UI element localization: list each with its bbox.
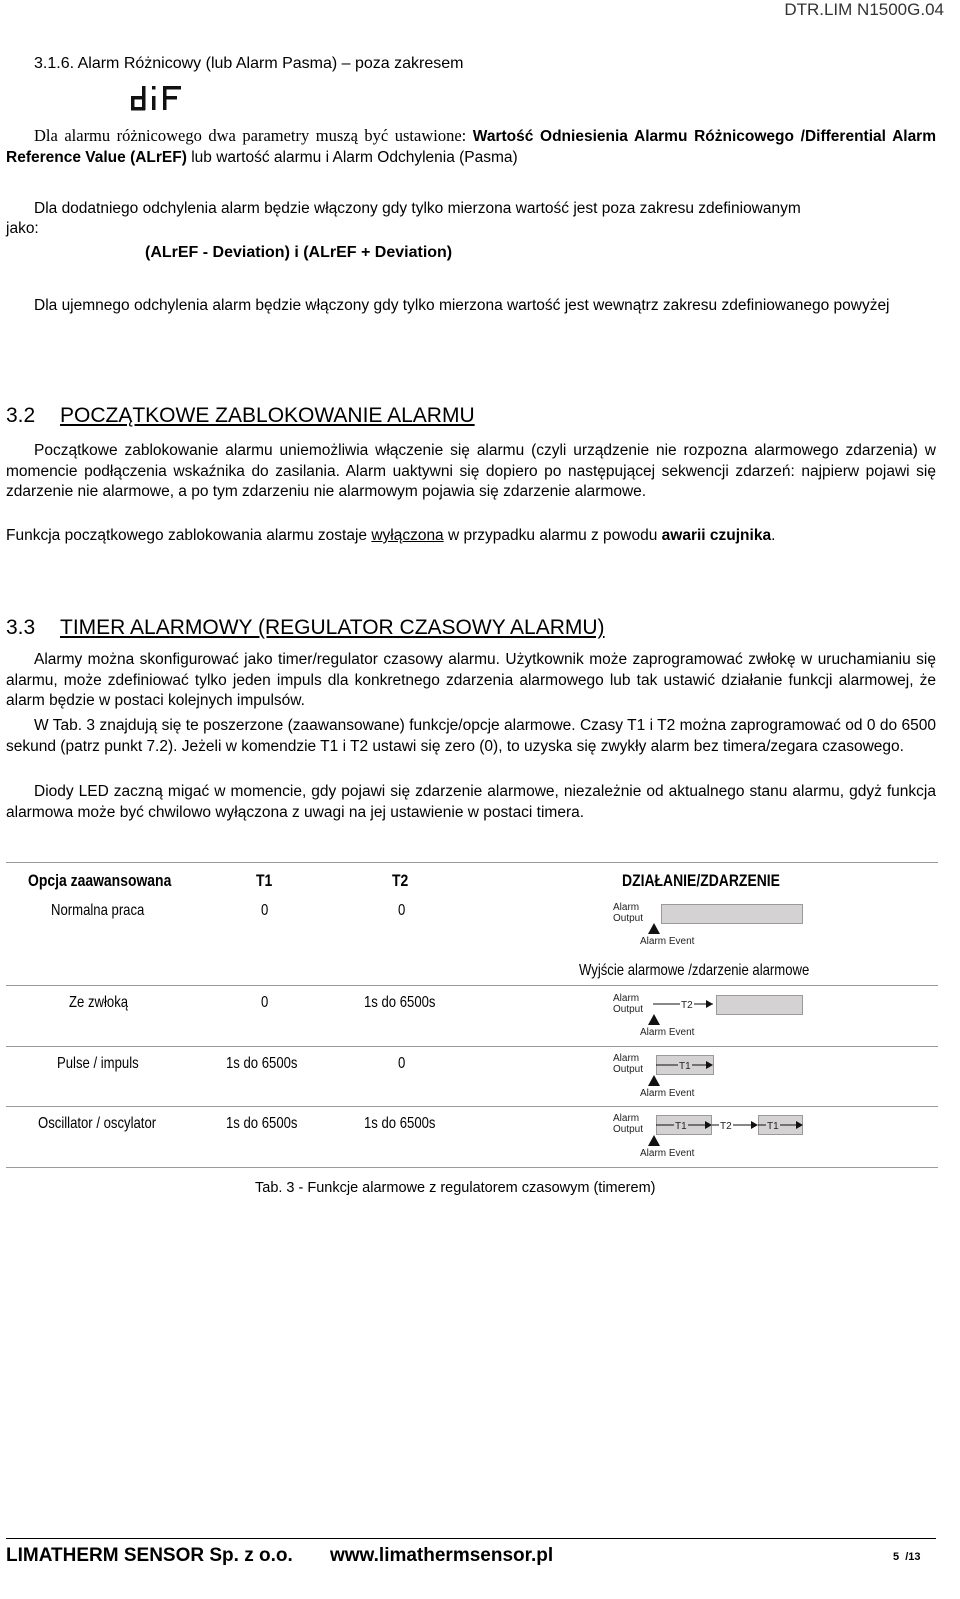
section-33-paragraph-2: W Tab. 3 znajdują się te poszerzone (zaawansowane) funkcje/opcje alarmowe. Czasy T1 i T2 można zaprogramować od 0 do 6500 sekund (patrz punkt 7.2). Jeżeli w komendzie T1 i T2 ustawi się zero (0), to uzyska się zwykły alarm bez timera/zegara czasowego. — [6, 717, 936, 755]
alarm-event-arrow-icon — [648, 1135, 660, 1147]
dif-display-icon — [130, 86, 186, 112]
section-32-paragraph-1: Początkowe zablokowanie alarmu uniemożliwia włączenie się alarmu (czyli urządzenie nie rozpozna alarmowego zdarzenia) w momencie podłączenia wskaźnika do zasilania. Alarm uaktywni się dopiero po następującej sekwencji zdarzeń: najpierw pojawi się zdarzenie nie alarmowe, a po tym zdarzeniu nie alarmowym pojawia się zdarzenie alarmowe. — [6, 442, 936, 500]
section-316-paragraph-3: Dla ujemnego odchylenia alarm będzie włączony gdy tylko mierzona wartość jest wewnątrz zakresu zdefiniowanego powyżej — [34, 297, 890, 314]
alarm-output-bar — [661, 904, 803, 924]
section-33-paragraph-3: Diody LED zaczną migać w momencie, gdy pojawi się zdarzenie alarmowe, niezależnie od aktualnego stanu alarmu, gdyż funkcja alarmowa może być chwilowo wyłączona z uwagi na jej ustawienie w postaci timera. — [6, 783, 936, 821]
alarm-event-label: Alarm Event — [640, 1148, 695, 1159]
row-3-t2: 0 — [398, 1055, 406, 1072]
row-1-t1: 0 — [261, 902, 269, 919]
section-316-heading: 3.1.6. Alarm Różnicowy (lub Alarm Pasma) – poza zakresem — [34, 55, 464, 72]
deviation-formula: (ALrEF - Deviation) i (ALrEF + Deviation) — [145, 244, 453, 261]
t1-label: T1 — [767, 1121, 779, 1132]
section-32-paragraph-2 — [6, 526, 936, 546]
underlined-text: wyłączona — [371, 527, 444, 544]
alarm-output-label: Alarm Output — [613, 902, 644, 924]
alarm-event-arrow-icon — [648, 923, 660, 935]
output-event-legend: Wyjście alarmowe /zdarzenie alarmowe — [579, 962, 810, 979]
row-3-option: Pulse / impuls — [57, 1055, 139, 1072]
section-316-paragraph-2-line2: jako: — [6, 220, 39, 237]
alarm-event-arrow-icon — [648, 1075, 660, 1087]
alarm-output-label: Alarm Output — [613, 1113, 644, 1135]
alarm-output-label: Alarm Output — [613, 993, 644, 1015]
header-option: Opcja zaawansowana — [28, 871, 172, 890]
text-span: w przypadku alarmu z powodu — [443, 527, 662, 544]
page-current: 5 — [893, 1551, 900, 1563]
t2-label: T2 — [681, 1000, 693, 1011]
text-span: Funkcja początkowego zablokowania alarmu zostaje — [6, 527, 372, 544]
footer-rule — [6, 1538, 936, 1539]
row-4-t2: 1s do 6500s — [364, 1115, 436, 1132]
table-caption: Tab. 3 - Funkcje alarmowe z regulatorem czasowym (timerem) — [255, 1180, 656, 1196]
row-1-option: Normalna praca — [51, 902, 145, 919]
section-33-heading — [6, 616, 605, 640]
alarm-event-arrow-icon — [648, 1014, 660, 1026]
header-action: DZIAŁANIE/ZDARZENIE — [622, 871, 780, 890]
section-316-paragraph-2-line1: Dla dodatniego odchylenia alarm będzie włączony gdy tylko mierzona wartość jest poza zakresu zdefiniowanym — [34, 200, 801, 217]
section-title: POCZĄTKOWE ZABLOKOWANIE ALARMU — [60, 404, 475, 427]
alarm-event-label: Alarm Event — [640, 936, 695, 947]
t1-label: T1 — [679, 1061, 691, 1072]
section-number: 3.3 — [6, 616, 36, 639]
bold-text: awarii czujnika — [661, 527, 772, 544]
alarm-event-label: Alarm Event — [640, 1027, 695, 1038]
row-2-option: Ze zwłoką — [69, 994, 129, 1011]
t1-label: T1 — [675, 1121, 687, 1132]
text-span: . — [771, 527, 776, 544]
alarm-output-bar — [716, 995, 803, 1015]
options-table — [6, 862, 938, 1168]
section-title: TIMER ALARMOWY (REGULATOR CZASOWY ALARMU) — [60, 616, 605, 639]
section-316-paragraph-1 — [6, 125, 936, 168]
footer-website-link[interactable]: www.limathermsensor.pl — [330, 1545, 554, 1566]
row-2-t1: 0 — [261, 994, 269, 1011]
section-32-heading — [6, 404, 475, 428]
document-code: DTR.LIM N1500G.04 — [784, 0, 944, 19]
row-2-t2: 1s do 6500s — [364, 994, 436, 1011]
paragraph-bold-text: Wartość Odniesienia Alarmu Różnicowego /Differential Alarm Reference Value (ALrEF) — [6, 128, 936, 166]
header-t2: T2 — [392, 871, 409, 890]
alarm-output-label: Alarm Output — [613, 1053, 644, 1075]
row-1-t2: 0 — [398, 902, 406, 919]
row-4-t1: 1s do 6500s — [226, 1115, 298, 1132]
footer-company: LIMATHERM SENSOR Sp. z o.o. — [6, 1545, 293, 1566]
row-4-option: Oscillator / oscylator — [38, 1115, 157, 1132]
alarm-event-label: Alarm Event — [640, 1088, 695, 1099]
t2-label: T2 — [720, 1121, 732, 1132]
paragraph-serif-text: Dla alarmu różnicowego dwa parametry muszą być ustawione: — [34, 126, 473, 145]
footer-page-number — [893, 1551, 921, 1563]
page-total: /13 — [905, 1551, 921, 1563]
paragraph-rest-text: lub wartość alarmu i Alarm Odchylenia (Pasma) — [186, 149, 518, 166]
section-33-paragraph-1: Alarmy można skonfigurować jako timer/regulator czasowy alarmu. Użytkownik może zaprogramować zwłokę w uruchamianiu się alarmu, może zdefiniować tylko jeden impuls dla konkretnego zdarzenia alarmowego lub tak ustawić działanie funkcji alarmowej, że alarm będzie w postaci kolejnych impulsów. — [6, 651, 936, 709]
header-t1: T1 — [256, 871, 273, 890]
section-number: 3.2 — [6, 404, 36, 427]
row-3-t1: 1s do 6500s — [226, 1055, 298, 1072]
